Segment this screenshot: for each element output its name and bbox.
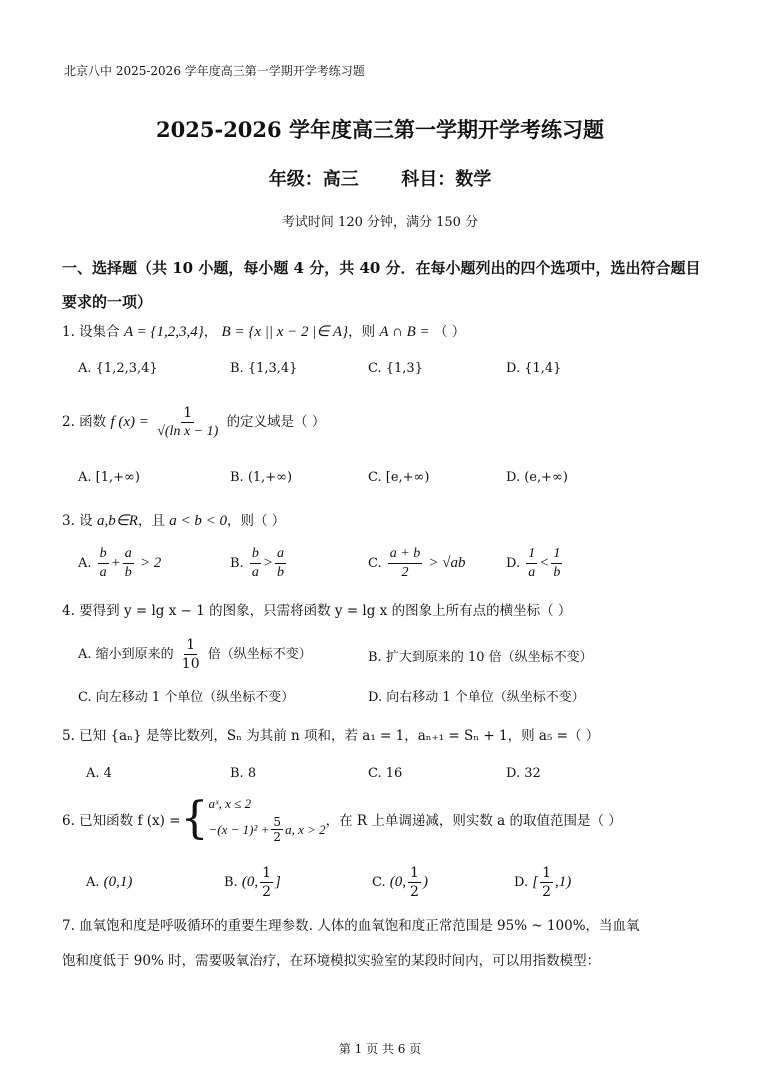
q1-set-a: A = {1,2,3,4} bbox=[123, 324, 204, 340]
q3-b-n2: a bbox=[275, 545, 286, 564]
q3-text-b: ，且 bbox=[137, 513, 165, 529]
q3-b-n1: b bbox=[250, 545, 261, 564]
q3-option-b-label: B. bbox=[230, 556, 244, 571]
q3-b-op: > bbox=[262, 555, 273, 571]
question-5-stem: 5. 已知 {aₙ} 是等比数列，Sₙ 为其前 n 项和，若 a₁ = 1，aₙ₊₁ = Sₙ + 1，则 a₅ =（ ） bbox=[62, 728, 600, 744]
q3-d-d2: b bbox=[553, 565, 561, 580]
question-2-stem bbox=[62, 404, 325, 441]
q2-fraction bbox=[155, 404, 220, 441]
q3-a-tail: > 2 bbox=[139, 555, 162, 571]
q6-cases bbox=[209, 793, 326, 844]
question-6-stem bbox=[62, 793, 622, 844]
q3-option-d bbox=[506, 545, 564, 582]
q1-text-a: 1. 设集合 bbox=[62, 324, 120, 340]
q2-option-c: C. [e,+∞) bbox=[368, 470, 430, 485]
q3-a-n1: b bbox=[98, 545, 109, 564]
q3-option-c bbox=[368, 545, 465, 582]
q6-option-a bbox=[86, 874, 132, 891]
q6-option-d-den: 2 bbox=[542, 884, 551, 900]
q3-d-n2: 1 bbox=[551, 545, 562, 564]
q6-option-d bbox=[514, 864, 571, 901]
q5-option-c: C. 16 bbox=[368, 766, 403, 781]
q6-option-b-den: 2 bbox=[262, 884, 271, 900]
exam-info: 考试时间 120 分钟，满分 150 分 bbox=[281, 215, 479, 230]
q3-d-d1: a bbox=[528, 565, 536, 580]
q6-option-b-num: 1 bbox=[262, 865, 271, 881]
q3-option-d-label: D. bbox=[506, 556, 521, 571]
q2-denominator: √(ln x − 1) bbox=[157, 424, 219, 439]
q6-option-d-label: D. bbox=[514, 875, 529, 890]
question-7-line-2: 饱和度低于 90% 时，需要吸氧治疗，在环境模拟实验室的某段时间内，可以用指数模型： bbox=[62, 953, 601, 969]
q6-option-c bbox=[372, 864, 428, 901]
q5-option-b: B. 8 bbox=[230, 766, 257, 781]
q6-option-a-label: A. bbox=[86, 875, 100, 890]
q6-case-2-den: 2 bbox=[273, 830, 282, 844]
q6-option-b bbox=[224, 864, 281, 901]
q3-option-b bbox=[230, 545, 288, 582]
q4-option-b: B. 扩大到原来的 10 倍（纵坐标不变） bbox=[368, 650, 593, 665]
q3-c-n1: a + b bbox=[388, 545, 422, 564]
q1-option-d: D. {1,4} bbox=[506, 361, 562, 376]
q6-option-d-post: ,1) bbox=[555, 874, 572, 890]
q3-d-n1: 1 bbox=[526, 545, 537, 564]
q5-option-d: D. 32 bbox=[506, 766, 541, 781]
q1-intersection: A ∩ B = bbox=[379, 324, 430, 340]
q3-c-d1: 2 bbox=[401, 565, 409, 580]
q6-option-c-post: ) bbox=[422, 874, 428, 890]
q2-option-a: A. [1,+∞) bbox=[78, 470, 140, 485]
q3-condition-b: a < b < 0 bbox=[169, 513, 227, 529]
q3-option-c-label: C. bbox=[368, 556, 382, 571]
q6-option-c-pre: (0, bbox=[389, 874, 407, 890]
q3-condition-a: a,b∈R bbox=[96, 513, 138, 529]
q3-text-c: ，则（ ） bbox=[227, 513, 286, 529]
q4-a-post: 倍（纵坐标不变） bbox=[207, 647, 312, 662]
q2-numerator: 1 bbox=[183, 405, 193, 421]
q1-answer-paren: （ ） bbox=[433, 324, 466, 340]
question-4-stem: 4. 要得到 y = lg x − 1 的图象，只需将函数 y = lg x 的图象上所有点的横坐标（ ） bbox=[62, 603, 572, 619]
q6-option-d-num: 1 bbox=[542, 865, 551, 881]
q6-case-2-pre: −(x − 1)² + bbox=[208, 821, 270, 837]
q6-case-2-num: 5 bbox=[273, 815, 282, 829]
q6-option-b-label: B. bbox=[224, 875, 238, 890]
q3-option-a-label: A. bbox=[78, 556, 92, 571]
q4-a-num: 1 bbox=[186, 637, 196, 653]
q6-case-2-post: a, x > 2 bbox=[285, 821, 326, 837]
exam-subtitle bbox=[0, 165, 760, 191]
q4-option-d: D. 向右移动 1 个单位（纵坐标不变） bbox=[368, 690, 585, 705]
q1-set-b: B = {x || x − 2 |∈ A} bbox=[221, 324, 349, 340]
q1-text-b: ，则 bbox=[348, 324, 376, 340]
q3-option-a bbox=[78, 545, 161, 582]
q6-brace-icon: { bbox=[180, 792, 209, 844]
question-3-stem bbox=[62, 509, 285, 530]
q6-text-a: 6. 已知函数 f (x) = bbox=[62, 812, 181, 829]
q2-text-a: 2. 函数 bbox=[62, 414, 107, 430]
q3-a-n2: a bbox=[123, 545, 134, 564]
q3-b-d1: a bbox=[251, 565, 259, 580]
q2-function: f (x) = bbox=[110, 414, 149, 430]
q3-a-d1: a bbox=[99, 565, 107, 580]
q3-a-d2: b bbox=[124, 565, 132, 580]
q6-option-b-pre: (0, bbox=[241, 874, 259, 890]
q6-option-a-value: (0,1) bbox=[103, 874, 133, 890]
exam-title: 2025-2026 学年度高三第一学期开学考练习题 bbox=[156, 117, 604, 142]
page-footer: 第 1 页 共 6 页 bbox=[338, 1042, 422, 1056]
q2-option-d: D. (e,+∞) bbox=[506, 470, 568, 485]
q3-b-d2: b bbox=[276, 565, 284, 580]
q3-text-a: 3. 设 bbox=[62, 513, 93, 529]
q4-a-den: 10 bbox=[181, 656, 200, 672]
q3-a-op: + bbox=[110, 555, 121, 571]
q6-option-c-den: 2 bbox=[410, 884, 419, 900]
q6-option-b-post: ] bbox=[275, 874, 281, 890]
section-heading: 一、选择题（共 10 小题，每小题 4 分，共 40 分．在每小题列出的四个选项中，选出符合题目要求的一项） bbox=[62, 259, 701, 311]
running-header: 北京八中 2025-2026 学年度高三第一学期开学考练习题 bbox=[64, 64, 365, 78]
q1-option-a: A. {1,2,3,4} bbox=[78, 361, 158, 376]
q6-text-b: ，在 R 上单调递减，则实数 a 的取值范围是（ ） bbox=[325, 812, 622, 829]
question-7-line-1: 7. 血氧饱和度是呼吸循环的重要生理参数. 人体的血氧饱和度正常范围是 95% ~ 100%，当血氧 bbox=[62, 918, 640, 934]
q6-case-2 bbox=[209, 815, 326, 844]
q2-option-b: B. (1,+∞) bbox=[230, 470, 293, 485]
q4-option-a bbox=[78, 636, 312, 673]
q2-text-b: 的定义域是（ ） bbox=[226, 414, 326, 430]
q4-option-c: C. 向左移动 1 个单位（纵坐标不变） bbox=[78, 690, 295, 705]
q1-option-c: C. {1,3} bbox=[368, 361, 423, 376]
q3-c-op: > √ab bbox=[428, 555, 466, 571]
q6-case-1: aˣ, x ≤ 2 bbox=[208, 796, 252, 811]
q1-option-b: B. {1,3,4} bbox=[230, 361, 298, 376]
q5-option-a: A. 4 bbox=[86, 766, 112, 781]
q6-option-c-label: C. bbox=[372, 875, 386, 890]
q6-option-c-num: 1 bbox=[410, 865, 419, 881]
q3-d-op: < bbox=[539, 555, 550, 571]
grade-label: 年级：高三 bbox=[268, 169, 359, 190]
question-1-stem: 1. 设集合 A = {1,2,3,4}， B = {x || x − 2 |∈ A}，则 A ∩ B = （ ） bbox=[62, 324, 466, 340]
q4-a-pre: A. 缩小到原来的 bbox=[78, 647, 174, 662]
q6-option-d-pre: [ bbox=[532, 874, 539, 890]
subject-label: 科目：数学 bbox=[401, 169, 492, 190]
